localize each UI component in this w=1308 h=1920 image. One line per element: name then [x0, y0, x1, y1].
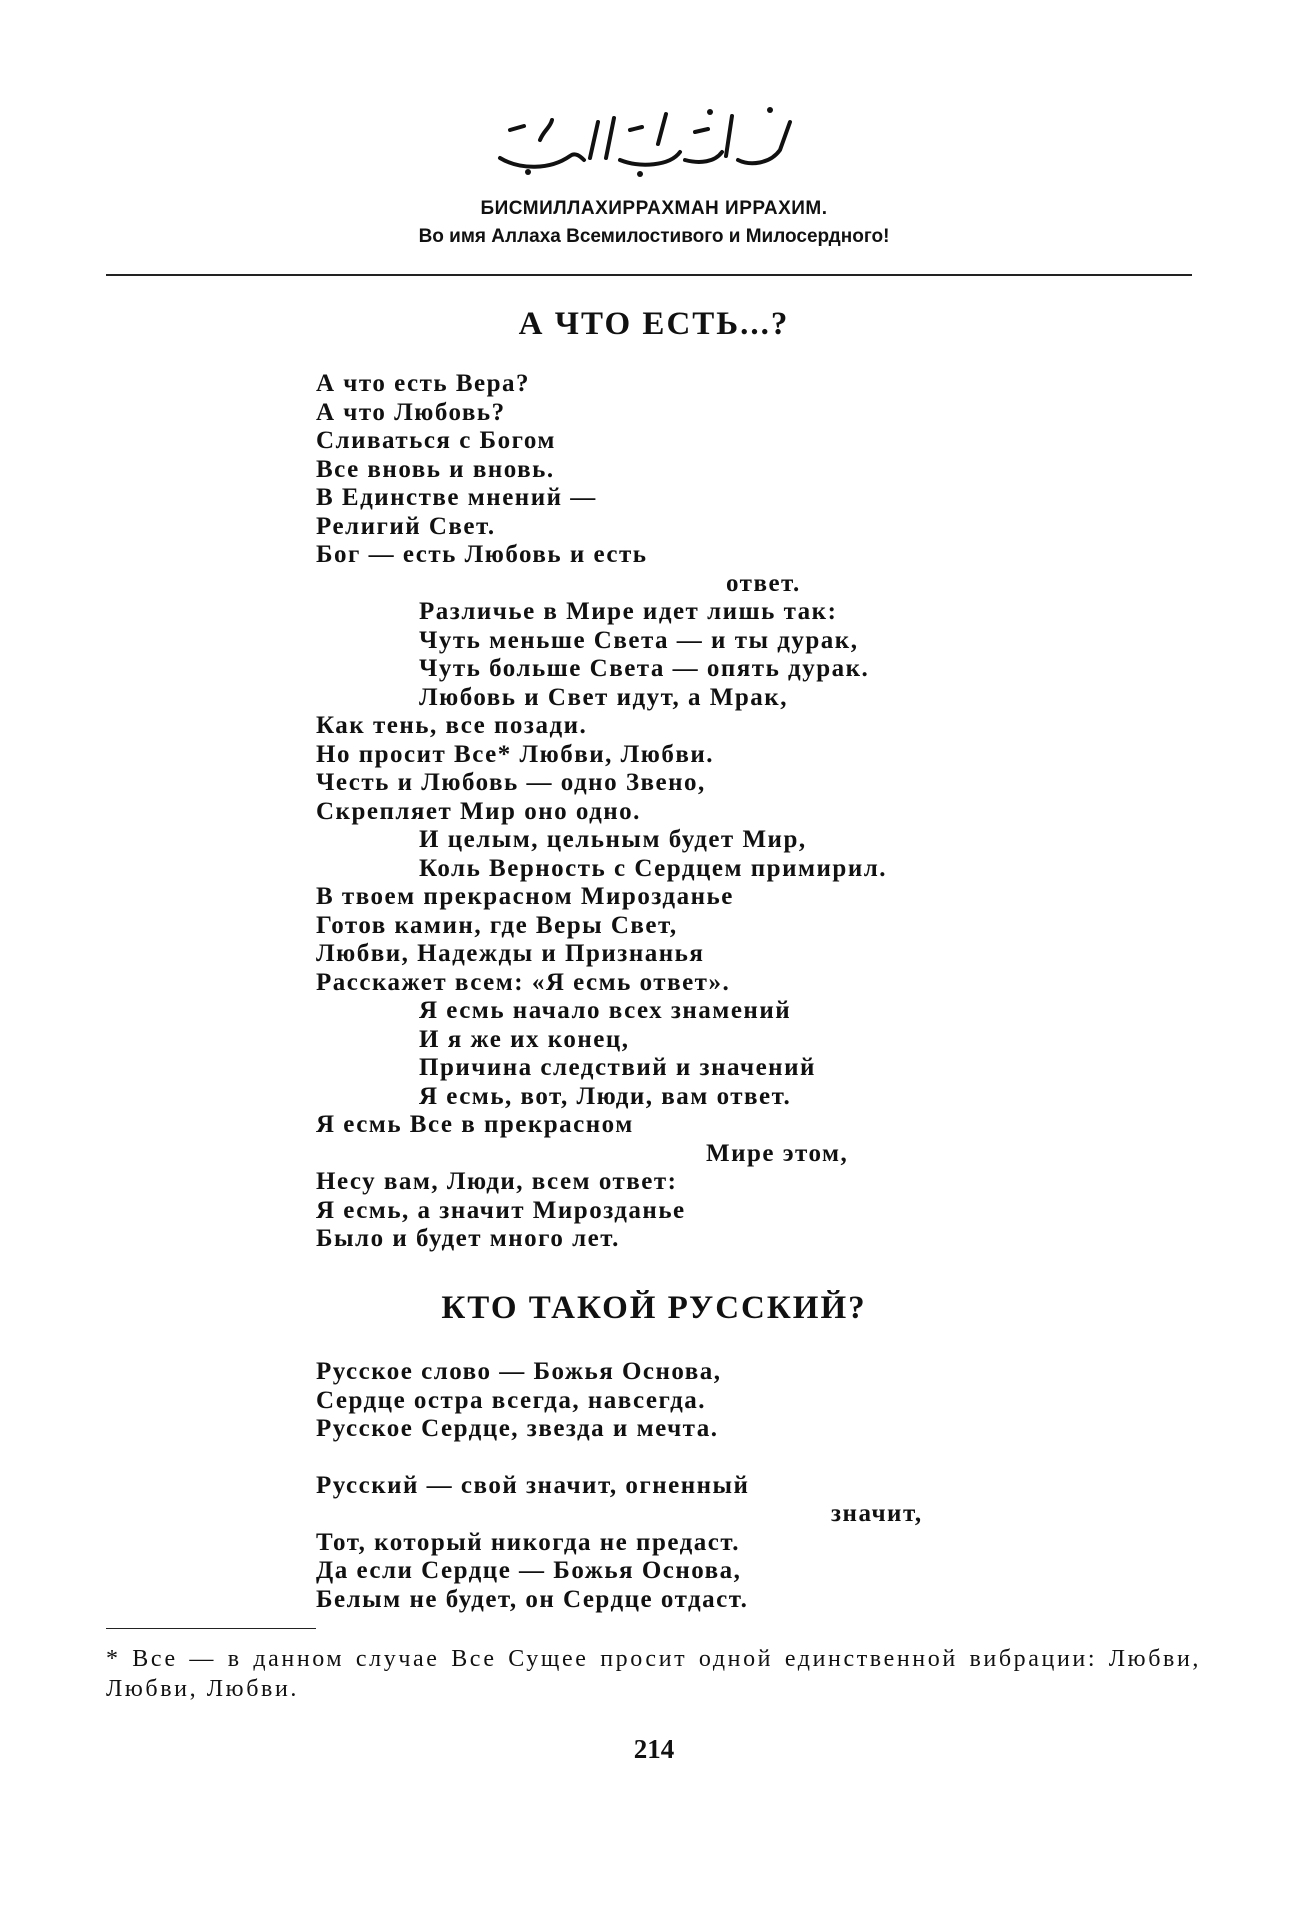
basmala-translation: Во имя Аллаха Всемилостивого и Милосердного! — [418, 226, 890, 247]
poem-line: Я есмь, вот, Люди, вам ответ. — [419, 1082, 792, 1110]
basmala-transliteration: БИСМИЛЛАХИРРАХМАН ИРРАХИМ. — [480, 198, 828, 219]
poem-line: Русское слово — Божья Основа, — [316, 1358, 722, 1385]
poem-line: Причина следствий и значений — [419, 1054, 816, 1081]
page-number: 214 — [633, 1734, 675, 1764]
footnote: * Все — в данном случае Все Сущее просит одной единственной вибрации: Любви, Любви, Любви. — [106, 1646, 1201, 1702]
poem-line: В Единстве мнений — — [316, 484, 597, 511]
poem-line: Чуть меньше Света — и ты дурак, — [419, 626, 859, 654]
poem-title: А ЧТО ЕСТЬ...? — [518, 306, 790, 342]
poem-line: Религий Свет. — [316, 512, 496, 540]
poem-line: Русский — свой значит, огненный — [316, 1471, 750, 1499]
poem-line: Честь и Любовь — одно Звено, — [316, 769, 706, 796]
stanza-break — [316, 1444, 923, 1472]
header-divider — [106, 274, 1192, 276]
poem-line: Русское Сердце, звезда и мечта. — [316, 1415, 719, 1442]
poem-body — [316, 1358, 923, 1614]
poem-line: Мире этом, — [706, 1139, 849, 1167]
poem-line: Все вновь и вновь. — [316, 455, 555, 483]
poem-line: Скрепляет Мир оно одно. — [316, 797, 641, 825]
poem-line: Я есмь, а значит Мирозданье — [316, 1196, 686, 1224]
poem-line: Было и будет много лет. — [316, 1225, 620, 1252]
poem-line: Но просит Все* Любви, Любви. — [316, 740, 714, 768]
poem-line: Бог — есть Любовь и есть — [316, 541, 648, 568]
basmala-calligraphy — [480, 100, 820, 180]
poem-line: значит, — [831, 1500, 923, 1527]
poem-line: Расскажет всем: «Я есмь ответ». — [316, 968, 731, 996]
poem-line: Сливаться с Богом — [316, 427, 556, 454]
poem-line: В твоем прекрасном Мирозданье — [316, 883, 734, 910]
poem-body — [316, 370, 887, 1254]
poem-title: КТО ТАКОЙ РУССКИЙ? — [441, 1290, 867, 1326]
poem-line: Белым не будет, он Сердце отдаст. — [316, 1585, 749, 1613]
poem-line: Готов камин, где Веры Свет, — [316, 911, 678, 939]
poem-line: А что есть Вера? — [316, 370, 531, 397]
poem-line: Я есмь Все в прекрасном — [316, 1111, 634, 1138]
poem-line: Коль Верность с Сердцем примирил. — [419, 854, 888, 882]
poem-line: Любви, Надежды и Признанья — [316, 940, 705, 967]
poem-line: И целым, цельным будет Мир, — [419, 826, 807, 853]
poem-line: Чуть больше Света — опять дурак. — [419, 655, 870, 682]
poem-line: Любовь и Свет идут, а Мрак, — [419, 683, 788, 711]
poem-line: Сердце остра всегда, навсегда. — [316, 1386, 707, 1414]
poem-line: И я же их конец, — [419, 1025, 630, 1053]
poem-line: Различье в Мире идет лишь так: — [419, 598, 838, 625]
poem-line: Тот, который никогда не предаст. — [316, 1528, 741, 1556]
poem-line: ответ. — [726, 569, 801, 597]
poem-line: Да если Сердце — Божья Основа, — [316, 1557, 742, 1584]
footnote-divider — [106, 1628, 316, 1629]
poem-line: Я есмь начало всех знамений — [419, 997, 792, 1024]
poem-line: А что Любовь? — [316, 398, 506, 426]
poem-line: Как тень, все позади. — [316, 712, 588, 739]
poem-line: Несу вам, Люди, всем ответ: — [316, 1168, 678, 1195]
